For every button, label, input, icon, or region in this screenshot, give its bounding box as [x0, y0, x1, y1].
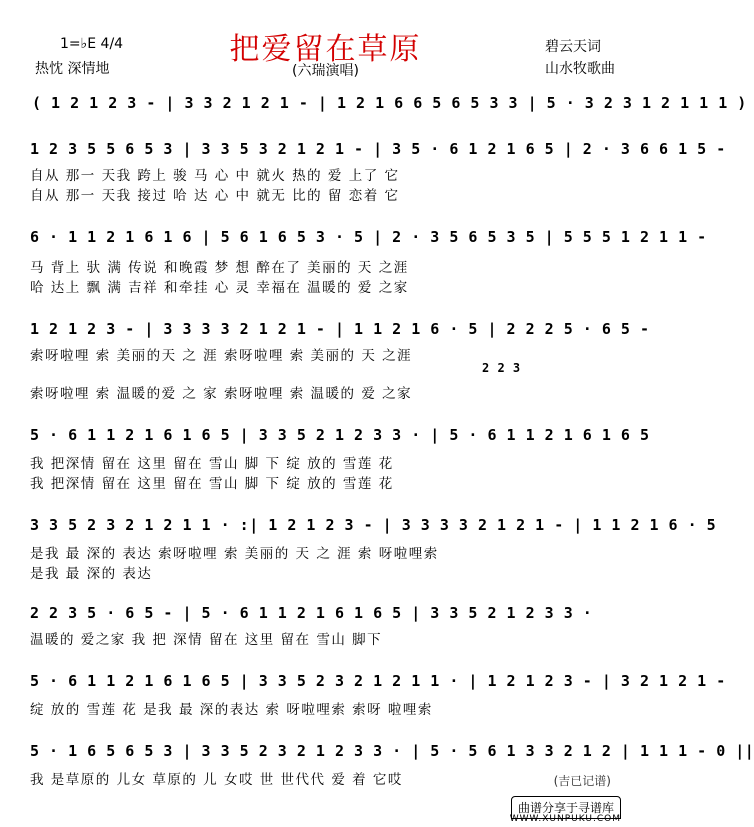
notation-line: 5 · 6 1 1 2 1 6 1 6 5 | 3 3 5 2 1 2 3 3 · | 5 · 6 1 1 2 1 6 1 6 5: [30, 426, 650, 444]
lyric-line: 马 背上 驮 满 传说 和晚霞 梦 想 醉在了 美丽的 天 之涯: [30, 260, 409, 276]
notation-line: 6 · 1 1 2 1 6 1 6 | 5 6 1 6 5 3 · 5 | 2 · 3 5 6 5 3 5 | 5 5 5 1 2 1 1 -: [30, 228, 707, 246]
watermark-url: WWW.XUNPUKU.COM: [509, 814, 621, 824]
lyric-line: 是我 最 深的 表达 索呀啦哩 索 美丽的 天 之 涯 索 呀啦哩索: [30, 546, 439, 562]
lyric-line: 索呀啦哩 索 美丽的天 之 涯 索呀啦哩 索 美丽的 天 之涯: [30, 348, 413, 364]
notation-line: 5 · 1 6 5 6 5 3 | 3 3 5 2 3 2 1 2 3 3 · | 5 · 5 6 1 3 3 2 1 2 | 1 1 1 - 0 ||: [30, 742, 754, 760]
notation-line: 5 · 6 1 1 2 1 6 1 6 5 | 3 3 5 2 3 2 1 2 1 1 · | 1 2 1 2 3 - | 3 2 1 2 1 -: [30, 672, 726, 690]
watermark-line: 曲谱分享于寻谱库: [517, 801, 614, 815]
lyricist-credit: 碧云天词: [545, 39, 601, 55]
composer-credit: 山水牧歌曲: [545, 61, 615, 77]
lyric-line: 自从 那一 天我 跨上 骏 马 心 中 就火 热的 爱 上了 它: [30, 168, 400, 184]
lyric-line: 我 把深情 留在 这里 留在 雪山 脚 下 绽 放的 雪莲 花: [30, 476, 394, 492]
notation-line: 1 2 1 2 3 - | 3 3 3 3 2 1 2 1 - | 1 1 2 1 6 · 5 | 2 2 2 5 · 6 5 -: [30, 320, 650, 338]
tempo-marking: 热忱 深情地: [35, 61, 110, 77]
lyric-line: 我 是草原的 儿女 草原的 儿 女哎 世 世代代 爱 着 它哎: [30, 772, 403, 788]
lyric-line: 我 把深情 留在 这里 留在 雪山 脚 下 绽 放的 雪莲 花: [30, 456, 394, 472]
notation-line: 2 2 3 5 · 6 5 - | 5 · 6 1 1 2 1 6 1 6 5 | 3 3 5 2 1 2 3 3 ·: [30, 604, 593, 622]
lyric-line: 索呀啦哩 索 温暖的爱 之 家 索呀啦哩 索 温暖的 爱 之家: [30, 386, 413, 402]
notation-line: ( 1 2 1 2 3 - | 3 3 2 1 2 1 - | 1 2 1 6 6 5 6 5 3 3 | 5 · 3 2 3 1 2 1 1 1 ): [32, 94, 747, 112]
lyric-line: 哈 达上 飘 满 吉祥 和牵挂 心 灵 幸福在 温暖的 爱 之家: [30, 280, 409, 296]
notation-line: 3 3 5 2 3 2 1 2 1 1 · :| 1 2 1 2 3 - | 3 3 3 3 2 1 2 1 - | 1 1 2 1 6 · 5: [30, 516, 717, 534]
page-title: 把爱留在草原: [229, 32, 422, 67]
lyric-line: 是我 最 深的 表达: [30, 566, 153, 582]
notation-line: 1 2 3 5 5 6 5 3 | 3 3 5 3 2 1 2 1 - | 3 5 · 6 1 2 1 6 5 | 2 · 3 6 6 1 5 -: [30, 140, 726, 158]
singer-credit: (六瑞演唱): [292, 63, 359, 79]
transcriber-annotation: (吉已记谱): [553, 774, 611, 788]
alternate-notes: 2 2 3: [482, 361, 521, 375]
key-signature: 1=♭E 4/4: [60, 36, 124, 52]
lyric-line: 自从 那一 天我 接过 哈 达 心 中 就无 比的 留 恋着 它: [30, 188, 400, 204]
lyric-line: 绽 放的 雪莲 花 是我 最 深的表达 索 呀啦哩索 索呀 啦哩索: [30, 702, 433, 718]
lyric-line: 温暖的 爱之家 我 把 深情 留在 这里 留在 雪山 脚下: [30, 632, 383, 648]
